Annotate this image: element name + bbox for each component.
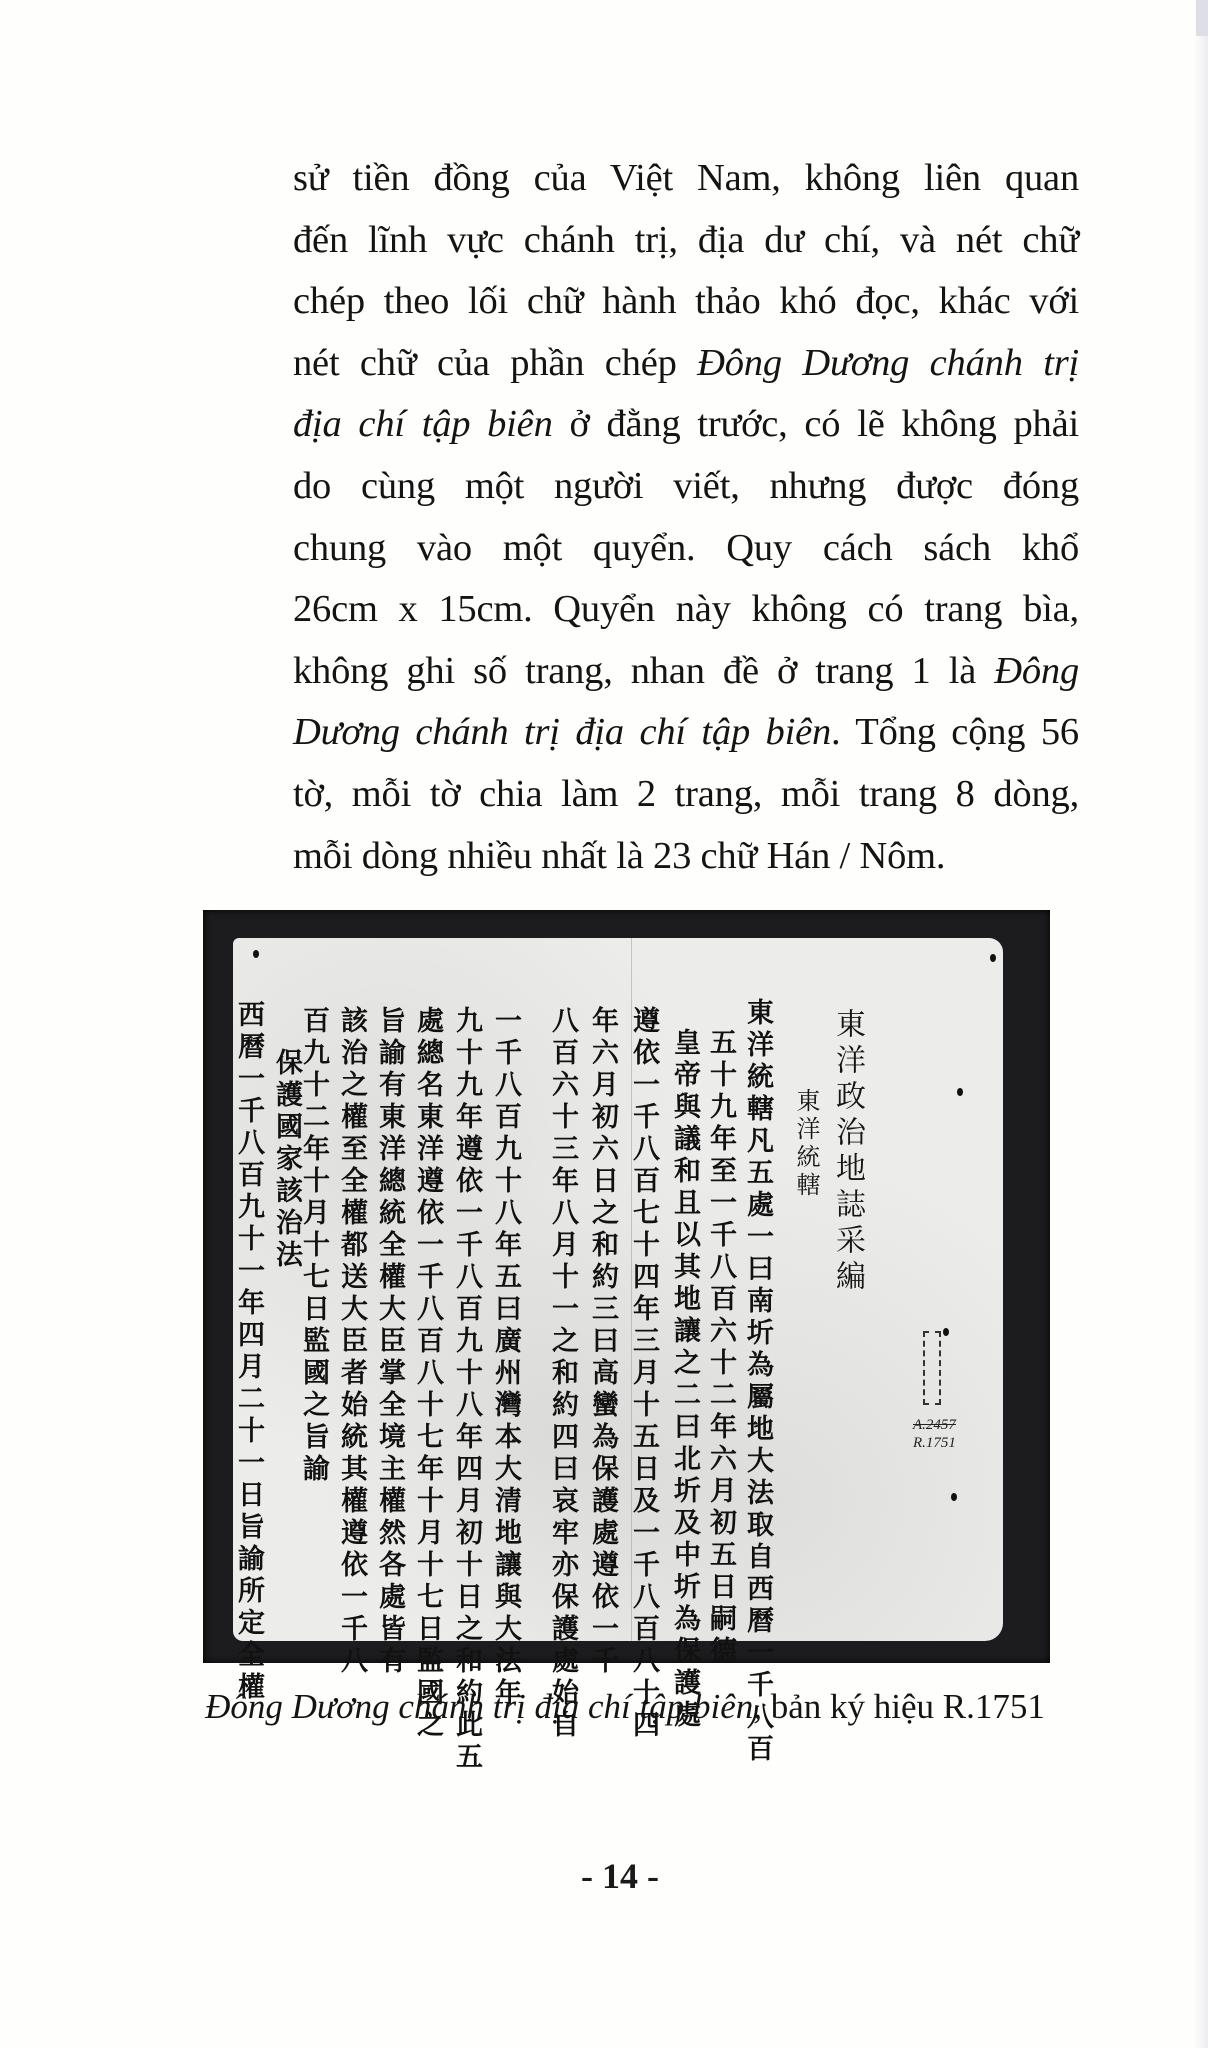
- manuscript-column: 八百六十三年八月十一之和約四曰哀牢亦保護處始自: [547, 1006, 578, 1742]
- ink-spot: [943, 1328, 949, 1336]
- body-line: mỗi dòng nhiều nhất là 23 chữ Hán / Nôm.: [293, 834, 946, 877]
- manuscript-column: 處總名東洋遵依一千八百八十七年十月十七日監國之: [412, 1006, 443, 1742]
- ink-spot: [951, 1493, 957, 1501]
- italic-book-title: Đông Dương chánh trị: [697, 341, 1079, 384]
- caption-book-title: Đông Dương chánh trị địa chí tập biên: [205, 1687, 754, 1726]
- manuscript-column: 百九十二年十月十七日監國之旨諭: [298, 1006, 329, 1486]
- body-line: địa chí tập biên ở đằng trước, có lẽ không phải: [293, 403, 1079, 446]
- body-line: Dương chánh trị địa chí tập biên. Tổng cộng 56: [293, 711, 1079, 754]
- manuscript-title: 東洋政治地誌采編: [830, 1008, 865, 1296]
- body-line: do cùng một người viết, nhưng được đóng: [293, 464, 1079, 507]
- page-number: - 14 -: [581, 1856, 659, 1896]
- manuscript-column: 一千八百九十八年五曰廣州灣本大清地讓與大法年: [490, 1006, 521, 1710]
- manuscript-column: 保護國家該治法: [271, 1048, 302, 1272]
- ink-spot: [957, 1088, 963, 1096]
- manuscript-column: 年六月初六日之和約三曰高蠻為保護處遵依一千: [587, 1006, 618, 1678]
- manuscript-subtitle: 東洋統轄: [792, 1088, 820, 1200]
- body-line: 26cm x 15cm. Quyển này không có trang bìa,: [293, 588, 1079, 631]
- page-corner-shadow: [1196, 0, 1208, 36]
- ink-spot: [253, 950, 259, 958]
- body-paragraph: [293, 148, 1079, 887]
- manuscript-column: 五十九年至一千八百六十二年六月初五日嗣德: [705, 1028, 736, 1668]
- body-line: đến lĩnh vực chánh trị, địa dư chí, và nét chữ: [293, 218, 1079, 261]
- body-line: chung vào một quyển. Quy cách sách khổ: [293, 526, 1079, 569]
- manuscript-column: 皇帝與議和且以其地讓之二曰北圻及中圻為保護處: [669, 1028, 700, 1732]
- figure-caption: Đông Dương chánh trị địa chí tập biên, bản ký hiệu R.1751: [205, 1687, 1045, 1726]
- manuscript-column: 遵依一千八百七十四年三月十五日及一千八百八十四: [628, 1006, 659, 1742]
- ink-spot: [990, 954, 996, 962]
- manuscript-column: 西曆一千八百九十一年四月二十一日旨諭所定全權: [233, 1000, 264, 1704]
- shelfmark-label: A.2457 R.1751: [913, 1417, 956, 1451]
- italic-book-title: Dương chánh trị địa chí tập biên: [293, 711, 832, 754]
- manuscript-column: 該治之權至全權都送大臣者始統其權遵依一千八: [336, 1006, 367, 1678]
- body-line: tờ, mỗi tờ chia làm 2 trang, mỗi trang 8 dòng,: [293, 772, 1079, 815]
- library-stamp: [923, 1331, 941, 1405]
- body-line: sử tiền đồng của Việt Nam, không liên quan: [293, 157, 1079, 199]
- manuscript-column: 旨諭有東洋總統全權大臣掌全境主權然各處皆有: [374, 1006, 405, 1678]
- body-line: nét chữ của phần chép Đông Dương chánh trị: [293, 341, 1079, 384]
- page-edge-shadow: [1194, 0, 1208, 2048]
- manuscript-column: 東洋統轄凡五處一曰南圻為屬地大法取自西曆一千八百: [742, 998, 773, 1766]
- italic-book-title: địa chí tập biên: [293, 403, 553, 446]
- body-line: không ghi số trang, nhan đề ở trang 1 là Đông: [293, 649, 1079, 692]
- body-line: chép theo lối chữ hành thảo khó đọc, khác với: [293, 280, 1079, 323]
- manuscript-column: 九十九年遵依一千八百九十八年四月初十日之和約此五: [451, 1006, 482, 1774]
- italic-book-title: Đông: [994, 649, 1079, 692]
